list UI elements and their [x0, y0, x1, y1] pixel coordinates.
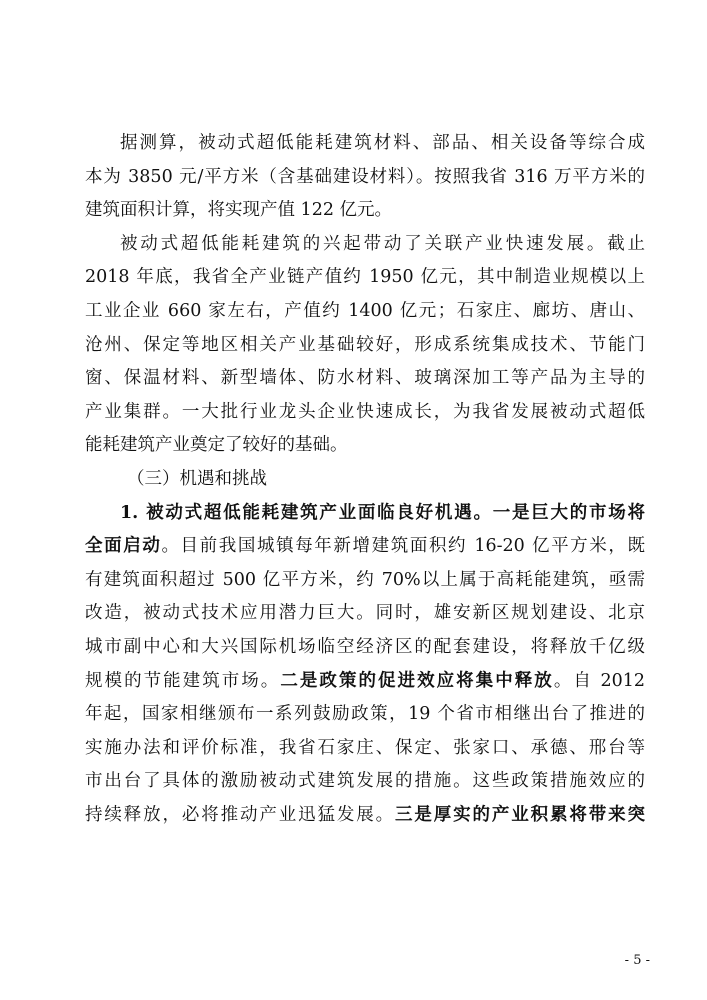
section-heading	[85, 463, 645, 497]
text-line	[85, 665, 645, 699]
bold-text-segment: 二是政策的促进效应将集中释放	[280, 670, 554, 691]
text-line	[85, 530, 645, 564]
text-segment: 2018 年底，我省全产业链产值约 1950 亿元，其中制造业规模以上	[85, 267, 645, 288]
text-line	[85, 295, 645, 329]
text-segment: 能耗建筑产业奠定了较好的基础。	[85, 435, 348, 456]
text-segment: 持续释放，必将推动产业迅猛发展。	[85, 804, 395, 825]
text-segment: 窗、保温材料、新型墙体、防水材料、玻璃深加工等产品为主导的	[85, 368, 645, 389]
text-line	[85, 597, 645, 631]
page-number: - 5 -	[624, 953, 650, 968]
text-line	[85, 429, 645, 463]
text-line	[85, 127, 645, 161]
text-segment: 。自 2012	[553, 670, 646, 691]
text-line	[85, 362, 645, 396]
text-segment: 本为 3850 元/平方米（含基础建设材料）。按照我省 316 万平方米的	[85, 166, 645, 187]
text-segment: 工业企业 660 家左右，产值约 1400 亿元；石家庄、廊坊、唐山、	[85, 300, 645, 321]
document-body	[85, 127, 645, 832]
text-segment: 沧州、保定等地区相关产业基础较好，形成系统集成技术、节能门	[85, 334, 645, 355]
text-segment: 。目前我国城镇每年新增建筑面积约 16-20 亿平方米，既	[161, 536, 645, 557]
text-line	[85, 228, 645, 262]
text-segment: 产业集群。一大批行业龙头企业快速成长，为我省发展被动式超低	[85, 401, 645, 422]
bold-text-segment: 三是厚实的产业积累将带来突	[395, 804, 645, 825]
text-line	[85, 698, 645, 732]
text-segment: 建筑面积计算，将实现产值 122 亿元。	[85, 200, 393, 221]
bold-text-segment: 全面启动	[85, 536, 162, 557]
text-segment: 规模的节能建筑市场。	[85, 670, 281, 691]
bold-text-segment: 1. 被动式超低能耗建筑产业面临良好机遇。一是巨大的市场将	[120, 502, 645, 523]
text-segment: 被动式超低能耗建筑的兴起带动了关联产业快速发展。截止	[120, 233, 645, 254]
text-segment: 城市副中心和大兴国际机场临空经济区的配套建设，将释放千亿级	[85, 636, 645, 657]
text-segment: 市出台了具体的激励被动式建筑发展的措施。这些政策措施效应的	[85, 771, 645, 792]
text-line	[85, 194, 645, 228]
text-line	[85, 631, 645, 665]
text-line	[85, 732, 645, 766]
text-segment: 年起，国家相继颁布一系列鼓励政策，19 个省市相继出台了推进的	[85, 704, 645, 725]
text-segment: （三）机遇和挑战	[127, 468, 267, 489]
text-line	[85, 564, 645, 598]
text-line	[85, 765, 645, 799]
text-line	[85, 161, 645, 195]
text-segment: 有建筑面积超过 500 亿平方米，约 70%以上属于高耗能建筑，亟需	[85, 569, 645, 590]
text-segment: 改造，被动式技术应用潜力巨大。同时，雄安新区规划建设、北京	[85, 603, 645, 624]
text-line	[85, 261, 645, 295]
text-segment: 实施办法和评价标准，我省石家庄、保定、张家口、承德、邢台等	[85, 737, 645, 758]
text-line	[85, 329, 645, 363]
text-line	[85, 497, 645, 531]
text-segment: 据测算，被动式超低能耗建筑材料、部品、相关设备等综合成	[120, 133, 645, 153]
text-line	[85, 799, 645, 833]
text-line	[85, 396, 645, 430]
